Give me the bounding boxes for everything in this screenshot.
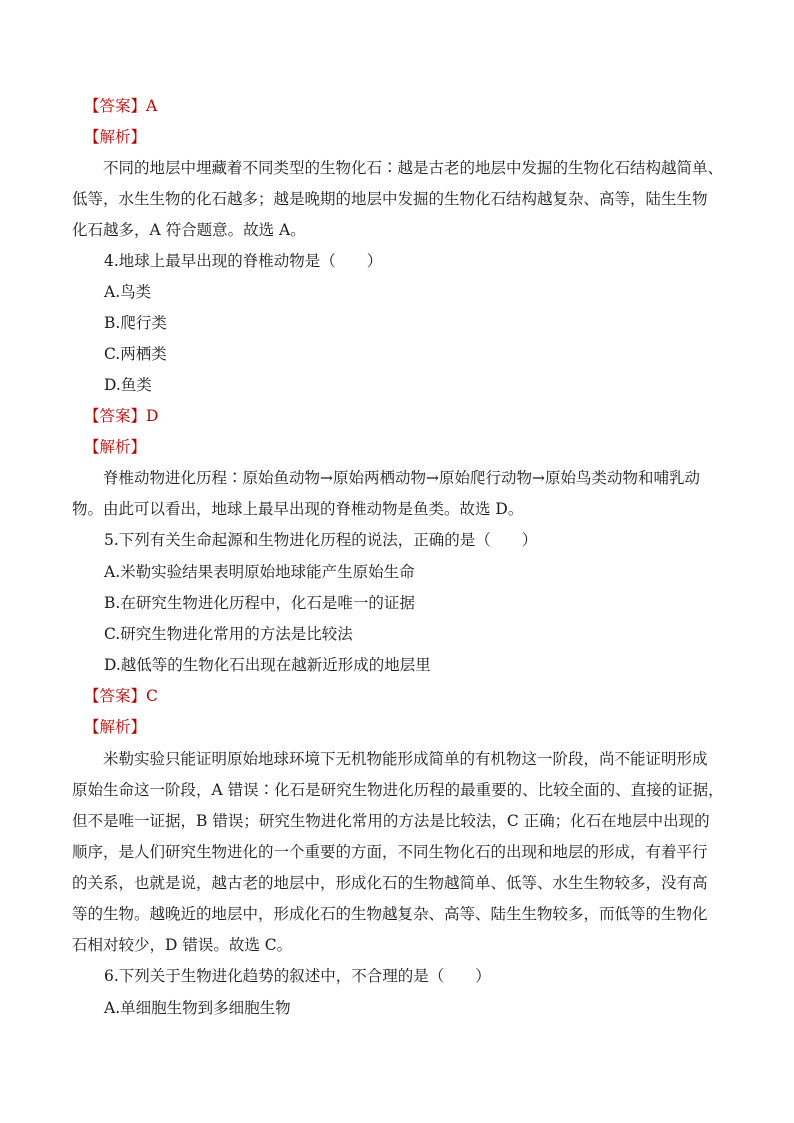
option-c: C.研究生物进化常用的方法是比较法 <box>104 625 353 643</box>
option-a: A.米勒实验结果表明原始地球能产生原始生命 <box>104 563 415 581</box>
option-d: D.越低等的生物化石出现在越新近形成的地层里 <box>104 656 431 674</box>
explanation-line: 米勒实验只能证明原始地球环境下无机物能形成简单的有机物这一阶段，尚不能证明形成 <box>103 750 708 768</box>
answer-label: 【答案】C <box>84 687 158 705</box>
explanation-line: 顺序，是人们研究生物进化的一个重要的方面，不同生物化石的出现和地层的形成，有着平行 <box>72 843 708 861</box>
option-b: B.爬行类 <box>104 314 167 332</box>
explanation-line: 但不是唯一证据，B 错误；研究生物进化常用的方法是比较法，C 正确；化石在地层中出现的 <box>72 812 710 830</box>
explanation-line: 物。由此可以看出，地球上最早出现的脊椎动物是鱼类。故选 D。 <box>72 500 524 518</box>
explanation-line: 脊椎动物进化历程∶原始鱼动物→原始两栖动物→原始爬行动物→原始鸟类动物和哺乳动 <box>103 469 700 487</box>
explanation-line: 低等，水生生物的化石越多；越是晚期的地层中发掘的生物化石结构越复杂、高等，陆生生物 <box>72 190 708 208</box>
answer-label: 【答案】D <box>84 407 159 425</box>
explanation-line: 石相对较少，D 错误。故选 C。 <box>72 936 293 954</box>
option-a: A.单细胞生物到多细胞生物 <box>104 999 291 1017</box>
analysis-label: 【解析】 <box>84 128 147 146</box>
option-b: B.在研究生物进化历程中，化石是唯一的证据 <box>104 594 415 612</box>
analysis-label: 【解析】 <box>84 438 147 456</box>
option-a: A.鸟类 <box>104 283 152 301</box>
option-d: D.鱼类 <box>104 376 152 394</box>
question-text: 6.下列关于生物进化趋势的叙述中，不合理的是（ ） <box>104 967 491 985</box>
explanation-line: 不同的地层中埋藏着不同类型的生物化石∶越是古老的地层中发掘的生物化石结构越简单、 <box>103 159 724 177</box>
question-text: 4.地球上最早出现的脊椎动物是（ ） <box>104 252 383 270</box>
explanation-line: 化石越多，A 符合题意。故选 A。 <box>72 221 306 239</box>
explanation-line: 等的生物。越晚近的地层中，形成化石的生物越复杂、高等、陆生生物较多，而低等的生物化 <box>72 905 708 923</box>
option-c: C.两栖类 <box>104 345 167 363</box>
analysis-label: 【解析】 <box>84 718 147 736</box>
explanation-line: 原始生命这一阶段，A 错误∶化石是研究生物进化历程的最重要的、比较全面的、直接的证据， <box>72 781 724 799</box>
answer-label: 【答案】A <box>84 97 158 115</box>
explanation-line: 的关系，也就是说，越古老的地层中，形成化石的生物越简单、低等、水生生物较多，没有高 <box>72 874 708 892</box>
question-text: 5.下列有关生命起源和生物进化历程的说法，正确的是（ ） <box>104 531 538 549</box>
